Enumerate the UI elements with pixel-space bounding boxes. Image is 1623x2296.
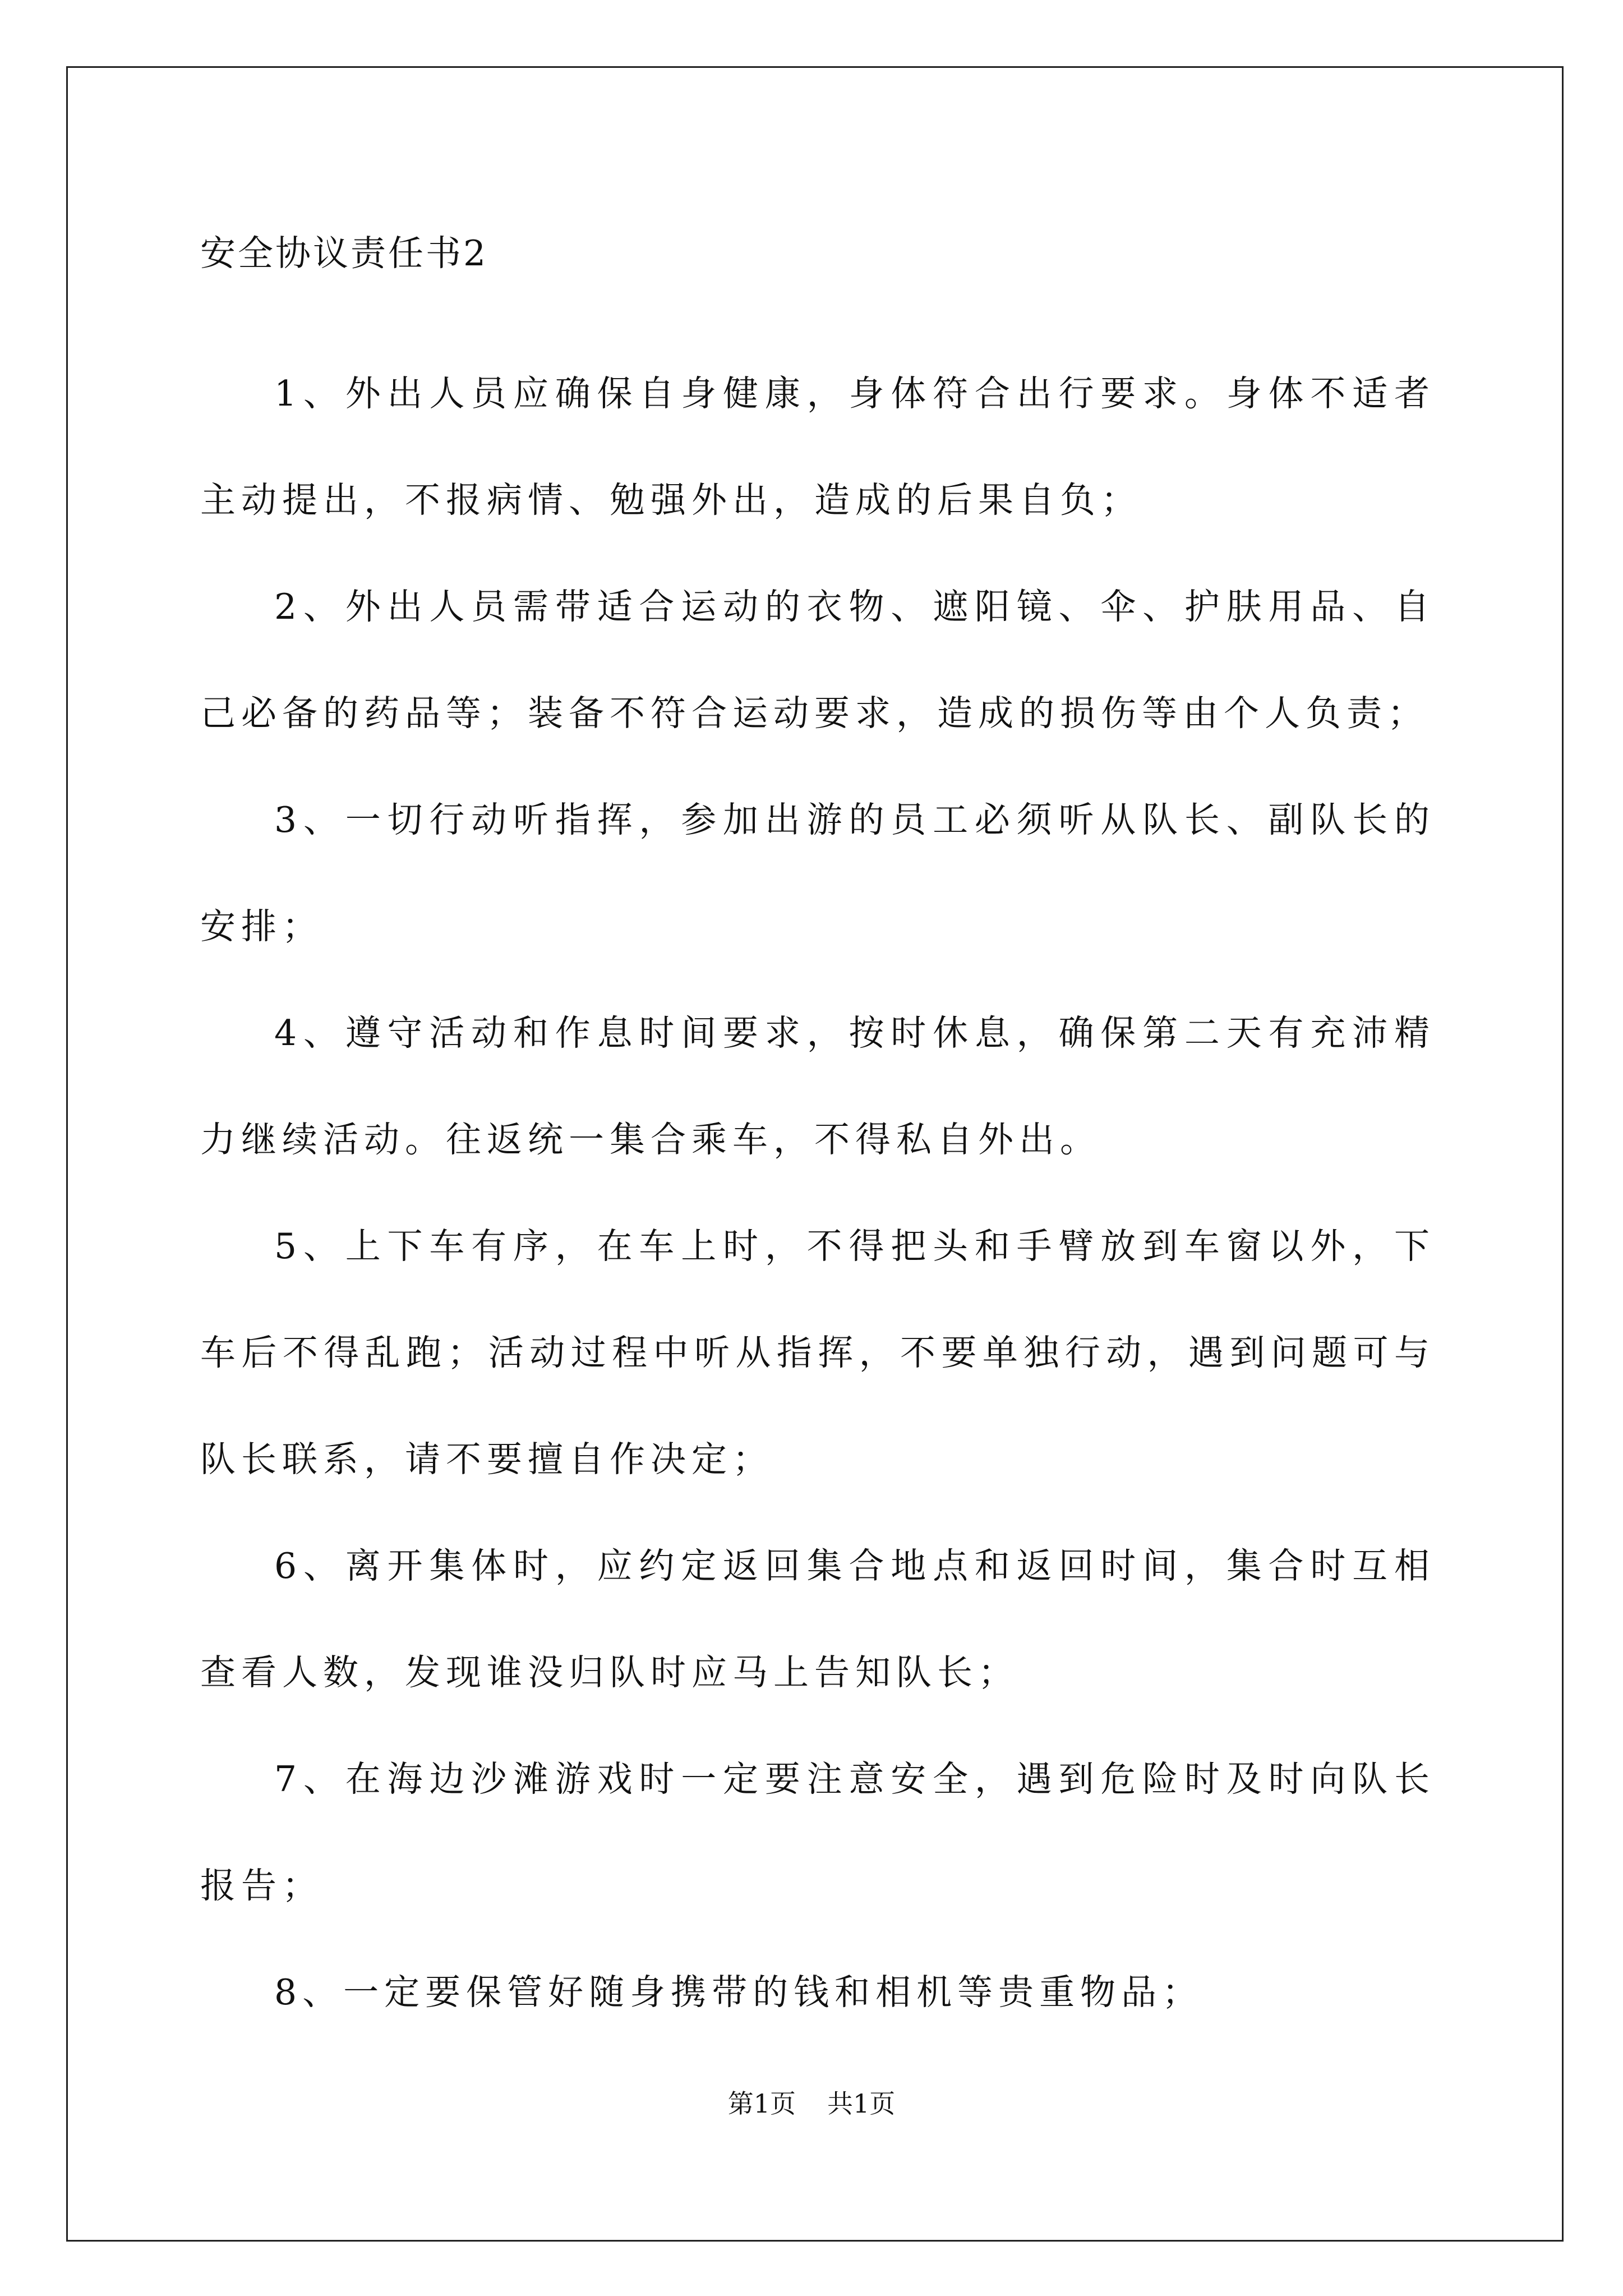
page-footer [0, 2087, 1623, 2120]
document-title: 安全协议责任书2 [200, 233, 488, 274]
paragraph-8: 8、一定要保管好随身携带的钱和相机等贵重物品； [274, 1972, 1204, 2013]
paragraph-6: 6、离开集体时，应约定返回集合地点和返回时间，集合时互相查看人数，发现谁没归队时应马上告知队长； [200, 1545, 1435, 1693]
page-number-total: 共1页 [827, 2088, 896, 2119]
paragraph-1: 1、外出人员应确保自身健康，身体符合出行要求。身体不适者主动提出，不报病情、勉强外出，造成的后果自负； [200, 373, 1435, 521]
document-body [200, 223, 1435, 2046]
paragraph-3: 3、一切行动听指挥，参加出游的员工必须听从队长、副队长的安排； [200, 799, 1435, 947]
page-number-current: 第1页 [727, 2088, 796, 2119]
paragraph-4: 4、遵守活动和作息时间要求，按时休息，确保第二天有充沛精力继续活动。往返统一集合乘车，不得私自外出。 [200, 1013, 1435, 1160]
paragraph-7: 7、在海边沙滩游戏时一定要注意安全，遇到危险时及时向队长报告； [200, 1759, 1435, 1906]
paragraph-2: 2、外出人员需带适合运动的衣物、遮阳镜、伞、护肤用品、自己必备的药品等；装备不符合运动要求，造成的损伤等由个人负责； [200, 586, 1435, 734]
paragraph-5: 5、上下车有序，在车上时，不得把头和手臂放到车窗以外，下车后不得乱跑；活动过程中听从指挥，不要单独行动，遇到问题可与队长联系，请不要擅自作决定； [200, 1226, 1435, 1480]
